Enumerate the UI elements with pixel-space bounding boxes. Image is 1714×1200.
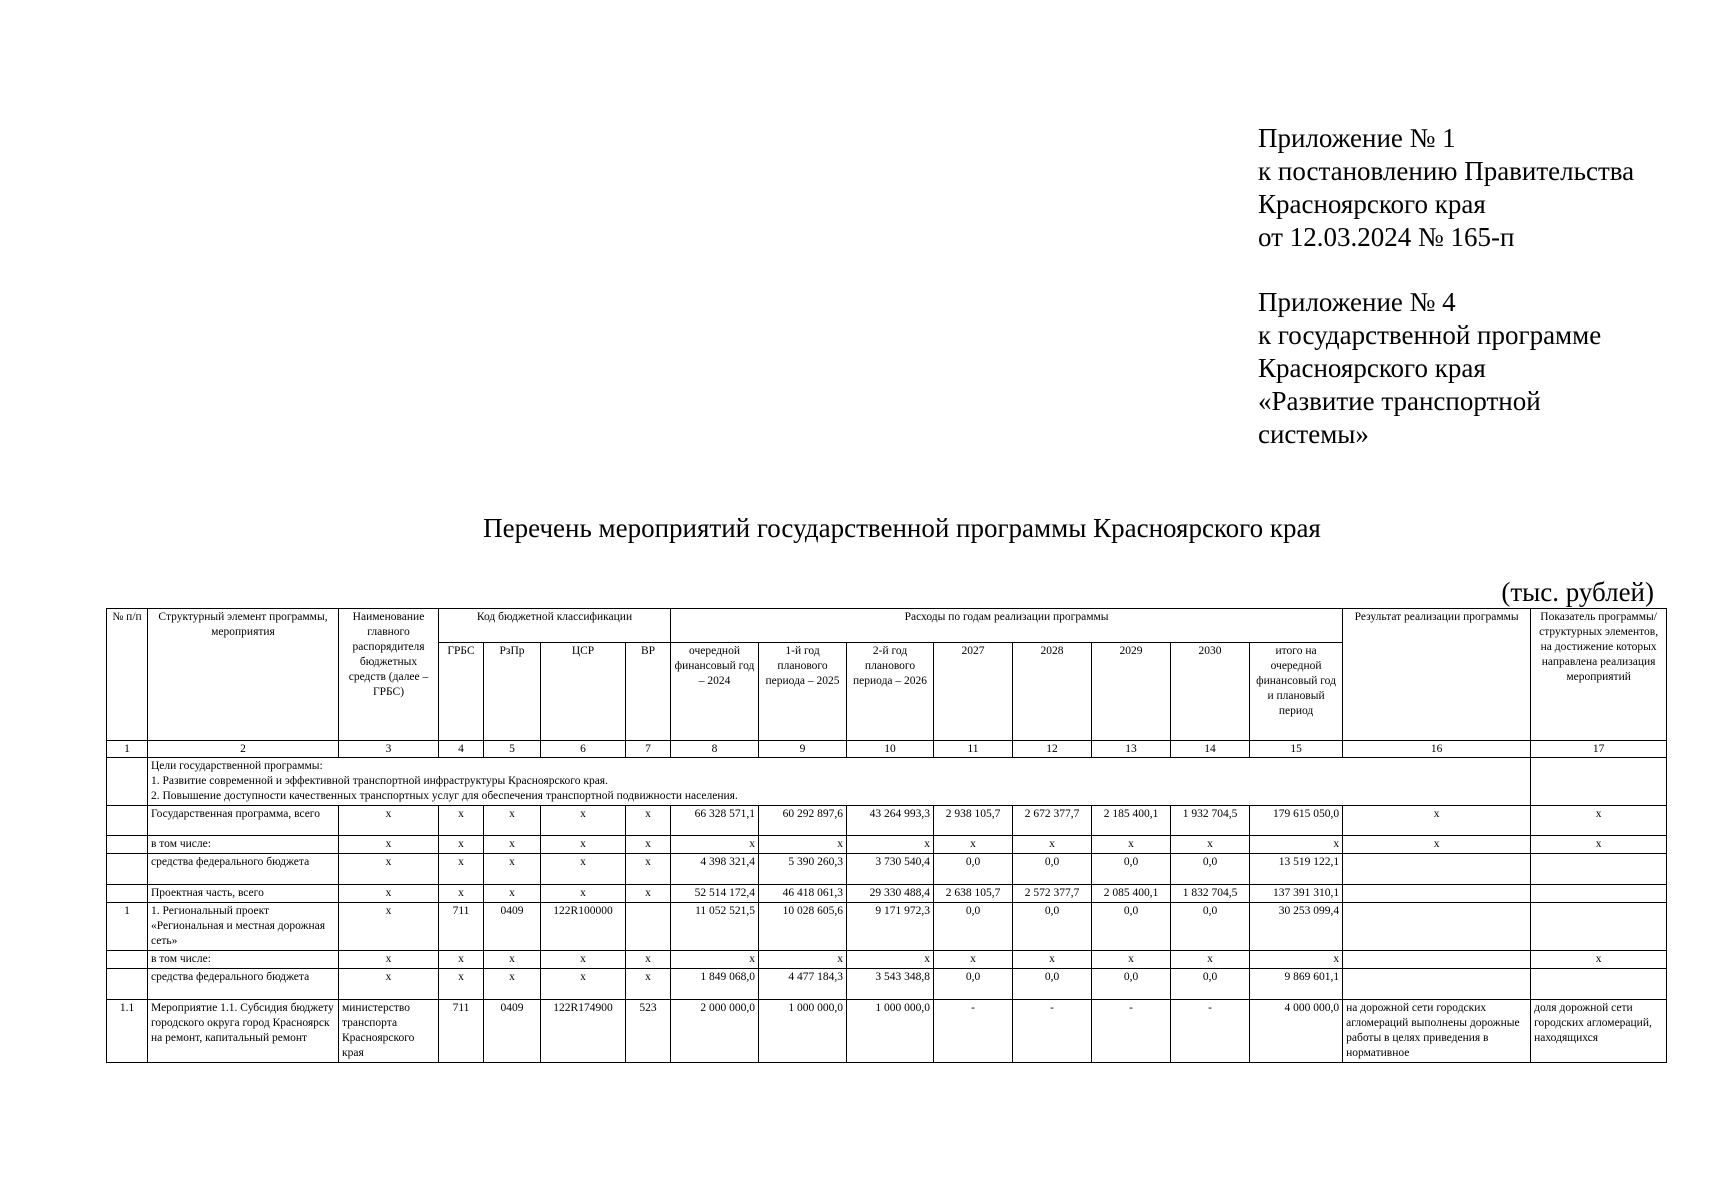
- header-rzpr: РзПр: [484, 643, 541, 741]
- cell-grbs-name: х: [339, 806, 439, 836]
- cell-element: 1. Региональный проект «Региональная и местная дорожная сеть»: [148, 903, 339, 951]
- header-y2028: 2028: [1013, 643, 1092, 741]
- cell-y2026: 1 000 000,0: [847, 1000, 934, 1063]
- cell-y2030: 0,0: [1171, 854, 1250, 885]
- cell-y2028: 2 572 377,7: [1013, 885, 1092, 903]
- table-row: [107, 1000, 1667, 1063]
- cell-element: в том числе:: [148, 836, 339, 854]
- cell-grbs: х: [439, 854, 484, 885]
- cell-grbs-name: х: [339, 969, 439, 1000]
- column-number: 9: [759, 741, 847, 758]
- cell-grbs: 711: [439, 1000, 484, 1063]
- header-y2026: 2-й год планового периода – 2026: [847, 643, 934, 741]
- header-budget-code: Код бюджетной классификации: [439, 609, 671, 643]
- cell-element: Государственная программа, всего: [148, 806, 339, 836]
- cell-result: [1343, 969, 1531, 1000]
- column-number: 17: [1531, 741, 1667, 758]
- cell-csr: х: [541, 951, 626, 969]
- header-vr: ВР: [626, 643, 671, 741]
- cell-y2027: 2 638 105,7: [934, 885, 1013, 903]
- cell-grbs: х: [439, 969, 484, 1000]
- cell-rzpr: 0409: [484, 1000, 541, 1063]
- cell-element: Проектная часть, всего: [148, 885, 339, 903]
- cell-total: 13 519 122,1: [1250, 854, 1343, 885]
- cell-y2027: 0,0: [934, 969, 1013, 1000]
- cell-y2029: -: [1092, 1000, 1171, 1063]
- column-number: 12: [1013, 741, 1092, 758]
- column-number: 14: [1171, 741, 1250, 758]
- cell-y2024: х: [671, 951, 759, 969]
- goals-line: 1. Развитие современной и эффективной транспортной инфраструктуры Красноярского края.: [151, 775, 608, 787]
- cell-num: [107, 885, 148, 903]
- cell-y2029: 0,0: [1092, 969, 1171, 1000]
- cell-y2025: 1 000 000,0: [759, 1000, 847, 1063]
- cell-num: 1.1: [107, 1000, 148, 1063]
- column-number: 10: [847, 741, 934, 758]
- cell-y2026: х: [847, 836, 934, 854]
- cell-y2030: 1 932 704,5: [1171, 806, 1250, 836]
- cell-y2024: 2 000 000,0: [671, 1000, 759, 1063]
- cell-num: [107, 836, 148, 854]
- cell-grbs-name: х: [339, 836, 439, 854]
- column-number: 5: [484, 741, 541, 758]
- cell-vr: х: [626, 969, 671, 1000]
- cell-csr: 122R174900: [541, 1000, 626, 1063]
- cell-y2025: 5 390 260,3: [759, 854, 847, 885]
- appendix-1-line: к постановлению Правительства: [1258, 156, 1635, 186]
- header-grbs: ГРБС: [439, 643, 484, 741]
- cell-csr: 122R100000: [541, 903, 626, 951]
- cell-y2026: 29 330 488,4: [847, 885, 934, 903]
- cell-vr: [626, 903, 671, 951]
- measures-table: [106, 608, 1667, 1063]
- cell-y2030: 0,0: [1171, 969, 1250, 1000]
- cell-y2024: 4 398 321,4: [671, 854, 759, 885]
- table-row: [107, 836, 1667, 854]
- column-number: 13: [1092, 741, 1171, 758]
- appendix-4-block: [1258, 286, 1698, 451]
- cell-y2029: 2 185 400,1: [1092, 806, 1171, 836]
- column-number: 7: [626, 741, 671, 758]
- cell-vr: х: [626, 885, 671, 903]
- appendix-1-line: Красноярского края: [1258, 189, 1486, 219]
- cell-y2025: х: [759, 951, 847, 969]
- cell-vr: 523: [626, 1000, 671, 1063]
- cell-grbs: х: [439, 806, 484, 836]
- cell-result: х: [1343, 806, 1531, 836]
- cell-y2028: 0,0: [1013, 854, 1092, 885]
- column-number: 3: [339, 741, 439, 758]
- table-row: [107, 885, 1667, 903]
- cell-y2030: 1 832 704,5: [1171, 885, 1250, 903]
- cell-csr: х: [541, 885, 626, 903]
- cell-vr: х: [626, 951, 671, 969]
- cell-grbs-name: х: [339, 903, 439, 951]
- cell-num: [107, 806, 148, 836]
- cell-grbs-name: х: [339, 951, 439, 969]
- cell-grbs: 711: [439, 903, 484, 951]
- cell-total: 4 000 000,0: [1250, 1000, 1343, 1063]
- cell-num: [107, 969, 148, 1000]
- appendix-1-line: Приложение № 1: [1258, 123, 1456, 153]
- cell-num: [107, 951, 148, 969]
- cell-total: х: [1250, 951, 1343, 969]
- cell-grbs-name: министерство транспорта Красноярского края: [339, 1000, 439, 1063]
- cell-rzpr: х: [484, 854, 541, 885]
- column-numbers-row: [107, 741, 1667, 758]
- cell-element: в том числе:: [148, 951, 339, 969]
- cell-y2025: 4 477 184,3: [759, 969, 847, 1000]
- cell-grbs: х: [439, 836, 484, 854]
- cell-y2028: -: [1013, 1000, 1092, 1063]
- cell-y2029: 0,0: [1092, 854, 1171, 885]
- cell-rzpr: х: [484, 969, 541, 1000]
- cell-y2027: х: [934, 951, 1013, 969]
- cell-rzpr: х: [484, 951, 541, 969]
- cell-grbs-name: х: [339, 854, 439, 885]
- cell-y2027: -: [934, 1000, 1013, 1063]
- cell-csr: х: [541, 969, 626, 1000]
- cell-y2026: х: [847, 951, 934, 969]
- cell-element: средства федерального бюджета: [148, 969, 339, 1000]
- cell-total: 179 615 050,0: [1250, 806, 1343, 836]
- column-number: 8: [671, 741, 759, 758]
- cell-vr: х: [626, 836, 671, 854]
- cell-indicator: [1531, 969, 1667, 1000]
- cell-grbs-name: х: [339, 885, 439, 903]
- goals-indicator-cell: [1531, 758, 1667, 806]
- cell-y2026: 3 543 348,8: [847, 969, 934, 1000]
- cell-rzpr: х: [484, 885, 541, 903]
- goals-line: 2. Повышение доступности качественных транспортных услуг для обеспечения транспортной подвижности населения.: [151, 790, 738, 802]
- header-total: итого на очередной финансовый год и плановый период: [1250, 643, 1343, 741]
- cell-indicator: [1531, 903, 1667, 951]
- cell-csr: х: [541, 854, 626, 885]
- cell-num: 1: [107, 903, 148, 951]
- cell-y2024: 66 328 571,1: [671, 806, 759, 836]
- cell-element: средства федерального бюджета: [148, 854, 339, 885]
- cell-indicator: доля дорожной сети городских агломераций, находящихся: [1531, 1000, 1667, 1063]
- appendix-4-line: к государственной программе: [1258, 320, 1602, 350]
- header-row-top: [107, 609, 1667, 643]
- cell-y2024: 52 514 172,4: [671, 885, 759, 903]
- cell-y2029: 0,0: [1092, 903, 1171, 951]
- cell-y2029: 2 085 400,1: [1092, 885, 1171, 903]
- column-number: 4: [439, 741, 484, 758]
- cell-y2030: -: [1171, 1000, 1250, 1063]
- cell-result: х: [1343, 836, 1531, 854]
- header-indicator: Показатель программы/ структурных элементов, на достижение которых направлена реализация мероприятий: [1531, 609, 1667, 741]
- cell-y2029: х: [1092, 951, 1171, 969]
- goals-cell: [148, 758, 1531, 806]
- header-y2027: 2027: [934, 643, 1013, 741]
- cell-num: [107, 854, 148, 885]
- cell-y2024: х: [671, 836, 759, 854]
- table-row: [107, 806, 1667, 836]
- column-number: 2: [148, 741, 339, 758]
- cell-total: 30 253 099,4: [1250, 903, 1343, 951]
- cell-y2026: 43 264 993,3: [847, 806, 934, 836]
- cell-csr: х: [541, 836, 626, 854]
- cell-y2026: 3 730 540,4: [847, 854, 934, 885]
- cell-y2025: 10 028 605,6: [759, 903, 847, 951]
- cell-result: [1343, 854, 1531, 885]
- cell-y2028: 2 672 377,7: [1013, 806, 1092, 836]
- header-element: Структурный элемент программы, мероприятия: [148, 609, 339, 741]
- cell-grbs: х: [439, 951, 484, 969]
- header-num: № п/п: [107, 609, 148, 741]
- cell-y2028: х: [1013, 951, 1092, 969]
- cell-vr: х: [626, 854, 671, 885]
- appendix-4-line: Красноярского края: [1258, 353, 1486, 383]
- cell-y2027: 2 938 105,7: [934, 806, 1013, 836]
- goals-num-cell: [107, 758, 148, 806]
- units-label: (тыс. рублей): [1501, 577, 1654, 607]
- goals-line: Цели государственной программы:: [151, 760, 323, 772]
- header-grbs-name: Наименование главного распорядителя бюджетных средств (далее – ГРБС): [339, 609, 439, 741]
- cell-y2024: 1 849 068,0: [671, 969, 759, 1000]
- cell-y2027: 0,0: [934, 903, 1013, 951]
- cell-y2026: 9 171 972,3: [847, 903, 934, 951]
- table-row: [107, 854, 1667, 885]
- cell-indicator: х: [1531, 806, 1667, 836]
- header-result: Результат реализации программы: [1343, 609, 1531, 741]
- header-y2029: 2029: [1092, 643, 1171, 741]
- cell-result: [1343, 885, 1531, 903]
- cell-y2029: х: [1092, 836, 1171, 854]
- cell-y2027: х: [934, 836, 1013, 854]
- appendix-4-line: системы»: [1258, 419, 1369, 449]
- cell-total: 137 391 310,1: [1250, 885, 1343, 903]
- cell-rzpr: х: [484, 806, 541, 836]
- table-body: [107, 806, 1667, 1063]
- cell-rzpr: х: [484, 836, 541, 854]
- cell-y2028: х: [1013, 836, 1092, 854]
- appendix-1-block: [1258, 122, 1698, 254]
- header-expenses: Расходы по годам реализации программы: [671, 609, 1343, 643]
- cell-csr: х: [541, 806, 626, 836]
- cell-total: х: [1250, 836, 1343, 854]
- column-number: 6: [541, 741, 626, 758]
- cell-element: Мероприятие 1.1. Субсидия бюджету городского округа город Красноярск на ремонт, капитальный ремонт: [148, 1000, 339, 1063]
- column-number: 16: [1343, 741, 1531, 758]
- column-number: 15: [1250, 741, 1343, 758]
- cell-result: на дорожной сети городских агломераций выполнены дорожные работы в целях приведения в нормативное: [1343, 1000, 1531, 1063]
- table-row: [107, 951, 1667, 969]
- cell-y2030: х: [1171, 836, 1250, 854]
- appendix-4-line: Приложение № 4: [1258, 287, 1456, 317]
- goals-row: [107, 758, 1667, 806]
- cell-result: [1343, 951, 1531, 969]
- header-y2024: очередной финансовый год – 2024: [671, 643, 759, 741]
- header-y2025: 1-й год планового периода – 2025: [759, 643, 847, 741]
- table-row: [107, 969, 1667, 1000]
- cell-y2025: 46 418 061,3: [759, 885, 847, 903]
- column-number: 1: [107, 741, 148, 758]
- cell-vr: х: [626, 806, 671, 836]
- cell-rzpr: 0409: [484, 903, 541, 951]
- cell-y2025: х: [759, 836, 847, 854]
- cell-indicator: х: [1531, 951, 1667, 969]
- cell-total: 9 869 601,1: [1250, 969, 1343, 1000]
- cell-grbs: х: [439, 885, 484, 903]
- appendix-1-line: от 12.03.2024 № 165-п: [1258, 222, 1515, 252]
- cell-indicator: [1531, 885, 1667, 903]
- appendix-4-line: «Развитие транспортной: [1258, 386, 1541, 416]
- cell-y2025: 60 292 897,6: [759, 806, 847, 836]
- cell-y2027: 0,0: [934, 854, 1013, 885]
- table-row: [107, 903, 1667, 951]
- cell-indicator: х: [1531, 836, 1667, 854]
- cell-result: [1343, 903, 1531, 951]
- cell-y2028: 0,0: [1013, 969, 1092, 1000]
- cell-indicator: [1531, 854, 1667, 885]
- document-title: Перечень мероприятий государственной программы Красноярского края: [483, 513, 1321, 543]
- header-csr: ЦСР: [541, 643, 626, 741]
- cell-y2028: 0,0: [1013, 903, 1092, 951]
- cell-y2030: х: [1171, 951, 1250, 969]
- column-number: 11: [934, 741, 1013, 758]
- header-y2030: 2030: [1171, 643, 1250, 741]
- cell-y2030: 0,0: [1171, 903, 1250, 951]
- cell-y2024: 11 052 521,5: [671, 903, 759, 951]
